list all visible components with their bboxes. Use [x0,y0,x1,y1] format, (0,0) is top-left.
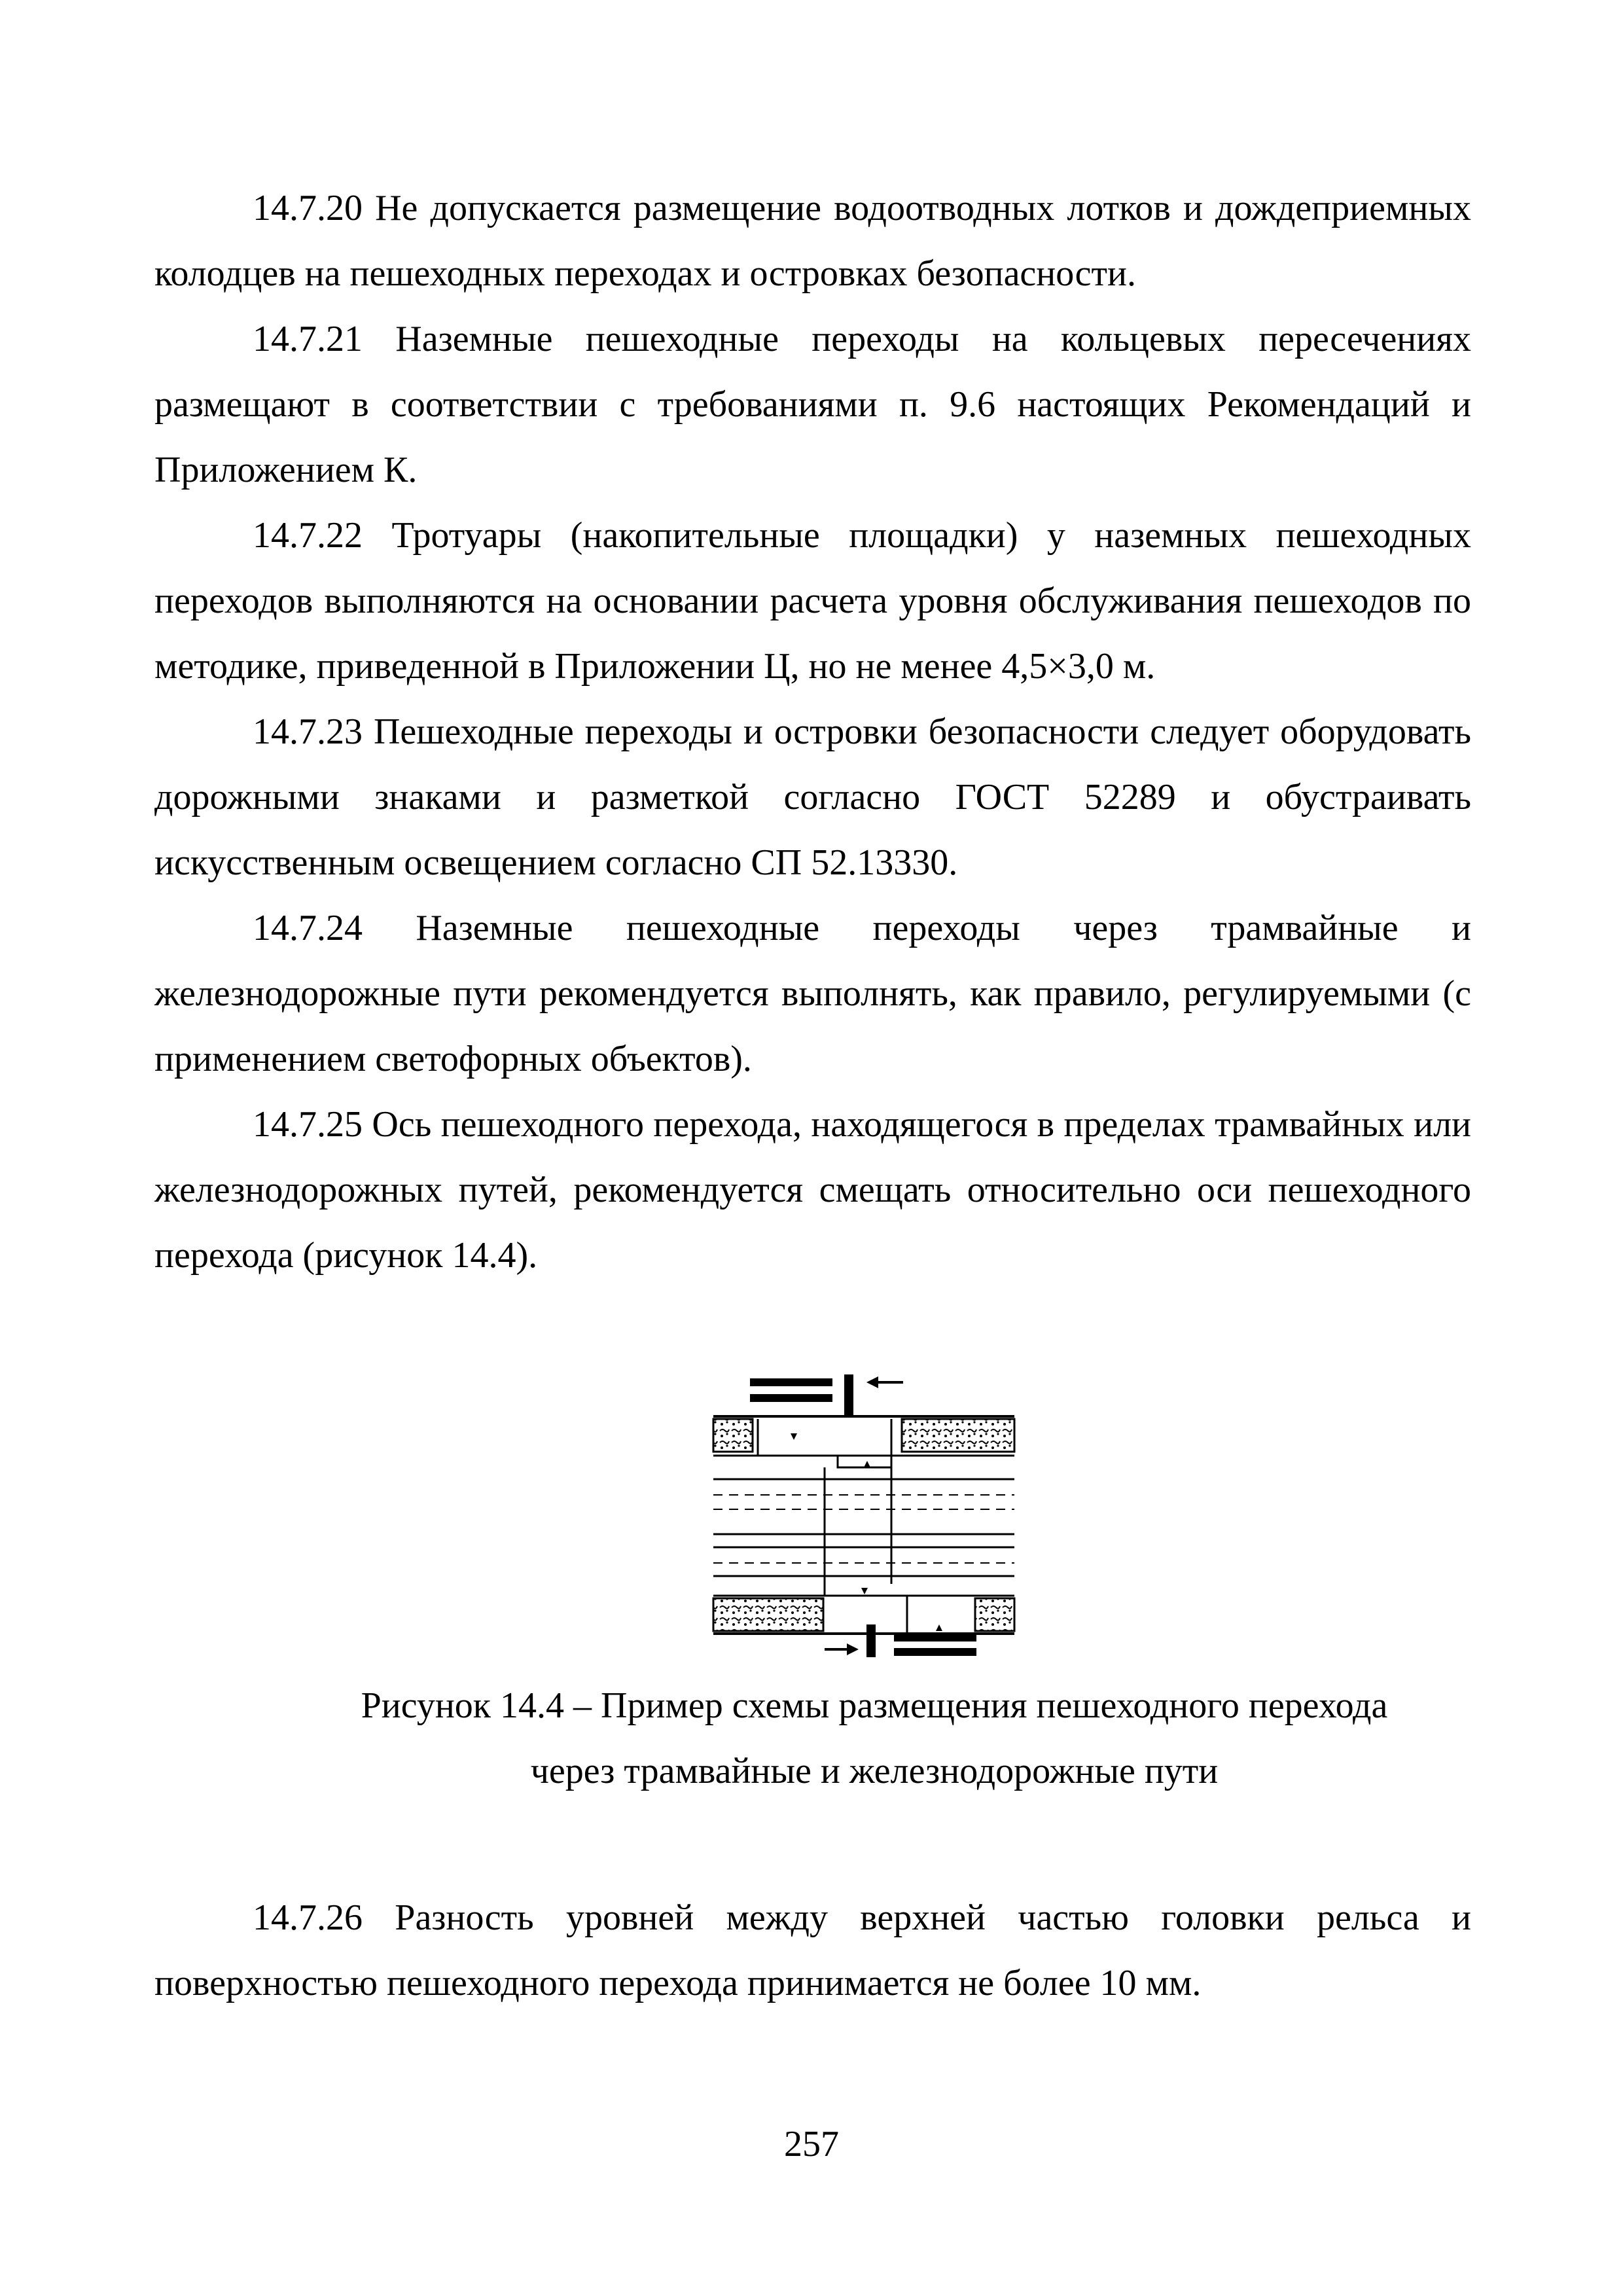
bottom-bar-long [894,1648,976,1656]
bottom-green-right [975,1598,1014,1631]
top-green-right [902,1419,1014,1452]
top-bar-long [750,1378,832,1386]
paragraph-14-7-21: 14.7.21 Наземные пешеходные переходы на кольцевых пересечениях размещают в соответствии с требованиями п. 9.6 настоящих Рекомендаций и Приложением К. [154,319,1471,490]
bottom-green-left [713,1598,823,1631]
crossing-scheme-diagram [707,1356,1021,1657]
top-signal-group [750,1374,903,1415]
bottom-bar-short [894,1634,976,1641]
bottom-signal-group [825,1624,976,1657]
main-text-bottom [154,1885,1471,2016]
figure-caption-line-1: Рисунок 14.4 – Пример схемы размещения пешеходного перехода [361,1685,1388,1726]
paragraph-14-7-25: 14.7.25 Ось пешеходного перехода, находящегося в пределах трамвайных или железнодорожных путей, рекомендуется смещать относительно оси пешеходного перехода (рисунок 14.4). [154,1104,1471,1276]
paragraph-14-7-24: 14.7.24 Наземные пешеходные переходы через трамвайные и железнодорожные пути рекомендуется выполнять, как правило, регулируемыми (с применением светофорных объектов). [154,908,1471,1079]
paragraph-14-7-26: 14.7.26 Разность уровней между верхней частью головки рельса и поверхностью пешеходного перехода принимается не более 10 мм. [154,1897,1471,2003]
bottom-arrow-head-icon [847,1643,859,1655]
top-bar-short [750,1394,832,1402]
top-post [844,1374,853,1415]
top-marker-2-icon [864,1461,870,1467]
top-marker-icon [791,1433,797,1440]
top-green-left [713,1419,753,1452]
paragraph-14-7-22: 14.7.22 Тротуары (накопительные площадки) у наземных пешеходных переходов выполняются на основании расчета уровня обслуживания пешеходов по методике, приведенной в Приложении Ц, но не менее 4,5×3,0 м. [154,515,1471,687]
bottom-marker-2-icon [936,1624,942,1631]
bottom-marker-icon [861,1588,868,1594]
paragraph-14-7-23: 14.7.23 Пешеходные переходы и островки безопасности следует оборудовать дорожными знаками и разметкой согласно ГОСТ 52289 и обустраивать искусственным освещением согласно СП 52.13330. [154,711,1471,883]
page-number: 257 [784,2124,839,2164]
bottom-post [866,1624,876,1657]
paragraph-14-7-20: 14.7.20 Не допускается размещение водоотводных лотков и дождеприемных колодцев на пешеходных переходах и островках безопасности. [154,188,1471,294]
top-arrow-head-icon [866,1376,878,1388]
main-text-top [154,175,1471,1288]
figure-caption-line-2: через трамвайные и железнодорожные пути [530,1751,1219,1791]
top-crossing-outline [758,1419,891,1467]
